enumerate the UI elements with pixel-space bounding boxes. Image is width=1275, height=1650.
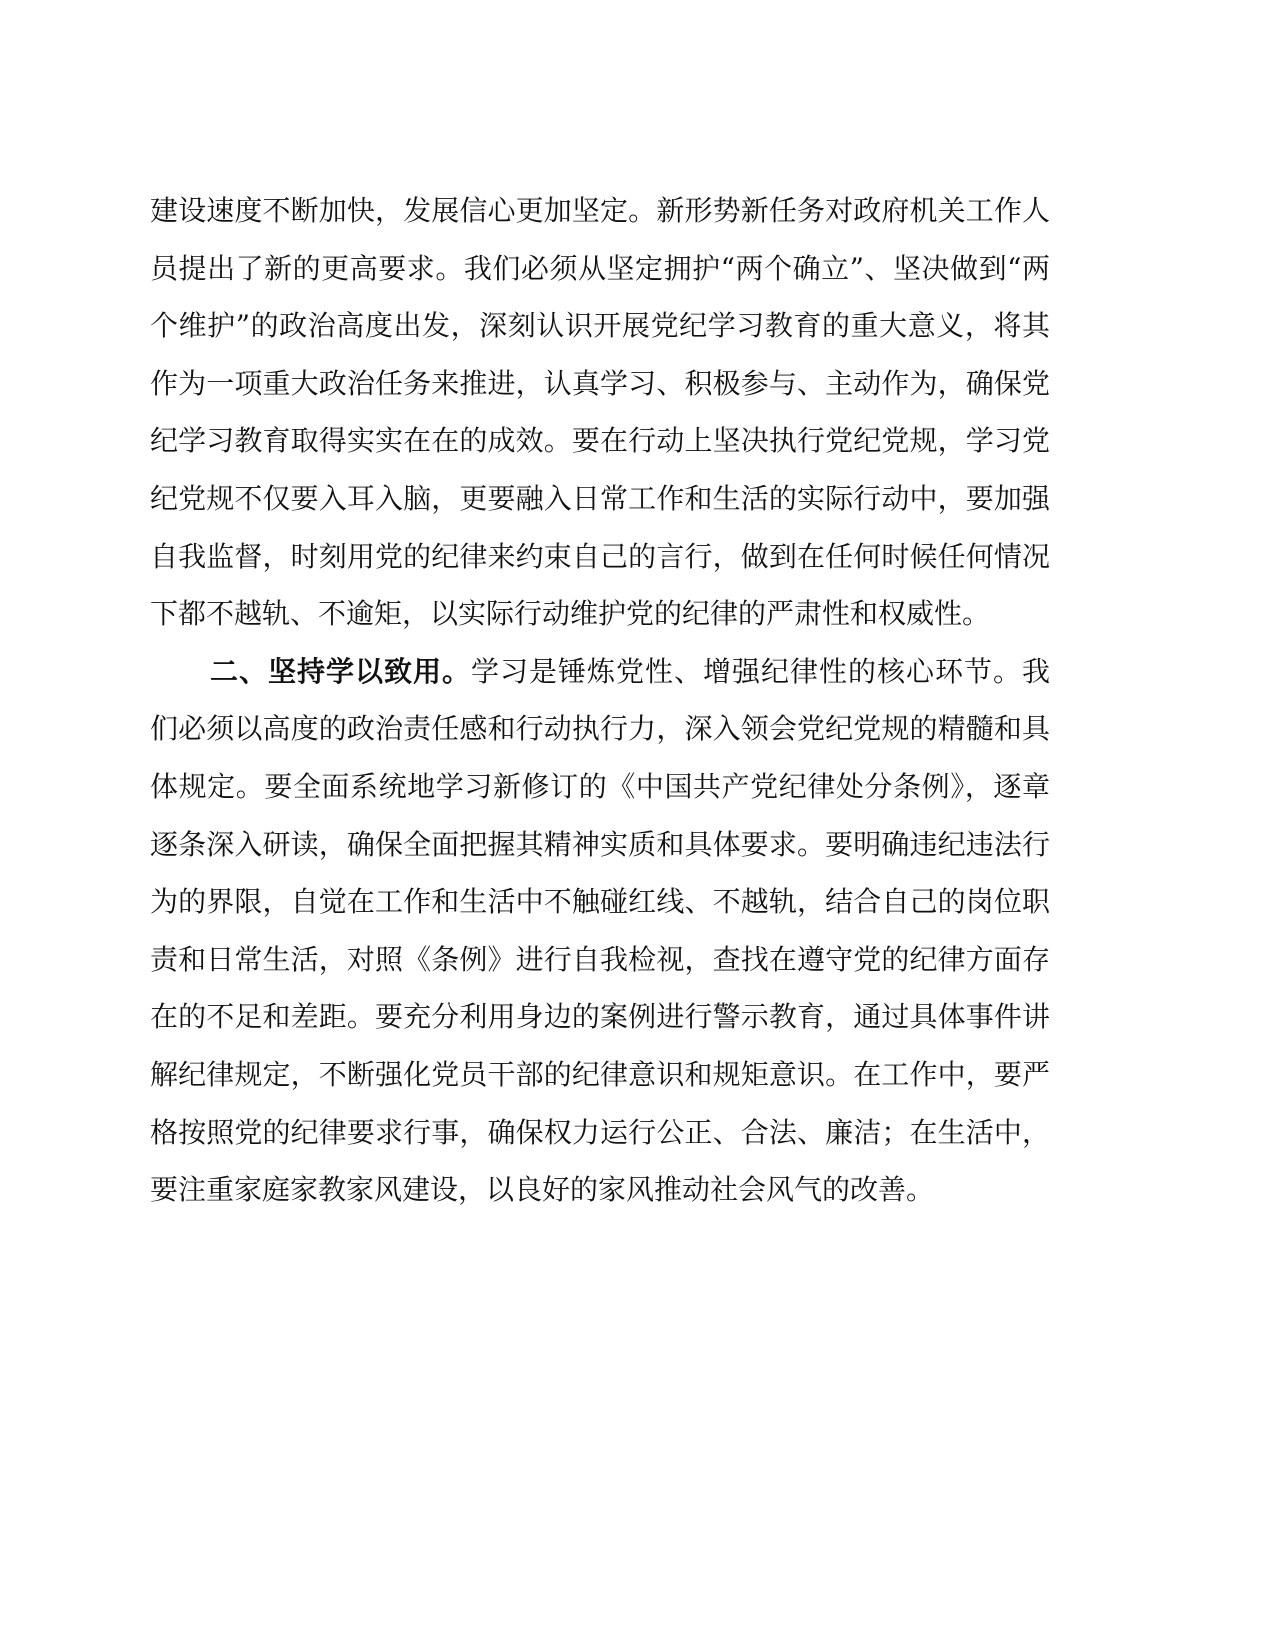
body-text <box>150 182 1050 1219</box>
paragraph-body: 建设速度不断加快，发展信心更加坚定。新形势新任务对政府机关工作人员提出了新的更高要求。我们必须从坚定拥护“两个确立”、坚决做到“两个维护”的政治高度出发，深刻认识开展党纪学习教育的重大意义，将其作为一项重大政治任务来推进，认真学习、积极参与、主动作为，确保党纪学习教育取得实实在在的成效。要在行动上坚决执行党纪党规，学习党纪党规不仅要入耳入脑，更要融入日常工作和生活的实际行动中，要加强自我监督，时刻用党的纪律来约束自己的言行，做到在任何时候任何情况下都不越轨、不逾矩，以实际行动维护党的纪律的严肃性和权威性。 <box>150 194 1050 631</box>
paragraph-body: 学习是锤炼党性、增强纪律性的核心环节。我们必须以高度的政治责任感和行动执行力，深入领会党纪党规的精髓和具体规定。要全面系统地学习新修订的《中国共产党纪律处分条例》，逐章逐条深入研读，确保全面把握其精神实质和具体要求。要明确违纪违法行为的界限，自觉在工作和生活中不触碰红线、不越轨，结合自己的岗位职责和日常生活，对照《条例》进行自我检视，查找在遵守党的纪律方面存在的不足和差距。要充分利用身边的案例进行警示教育，通过具体事件讲解纪律规定，不断强化党员干部的纪律意识和规矩意识。在工作中，要严格按照党的纪律要求行事，确保权力运行公正、合法、廉洁；在生活中，要注重家庭家教家风建设，以良好的家风推动社会风气的改善。 <box>150 654 1050 1207</box>
section-heading: 二、坚持学以致用。 <box>210 654 471 688</box>
paragraph-continuation <box>150 182 1050 643</box>
paragraph-section-two <box>150 643 1050 1219</box>
